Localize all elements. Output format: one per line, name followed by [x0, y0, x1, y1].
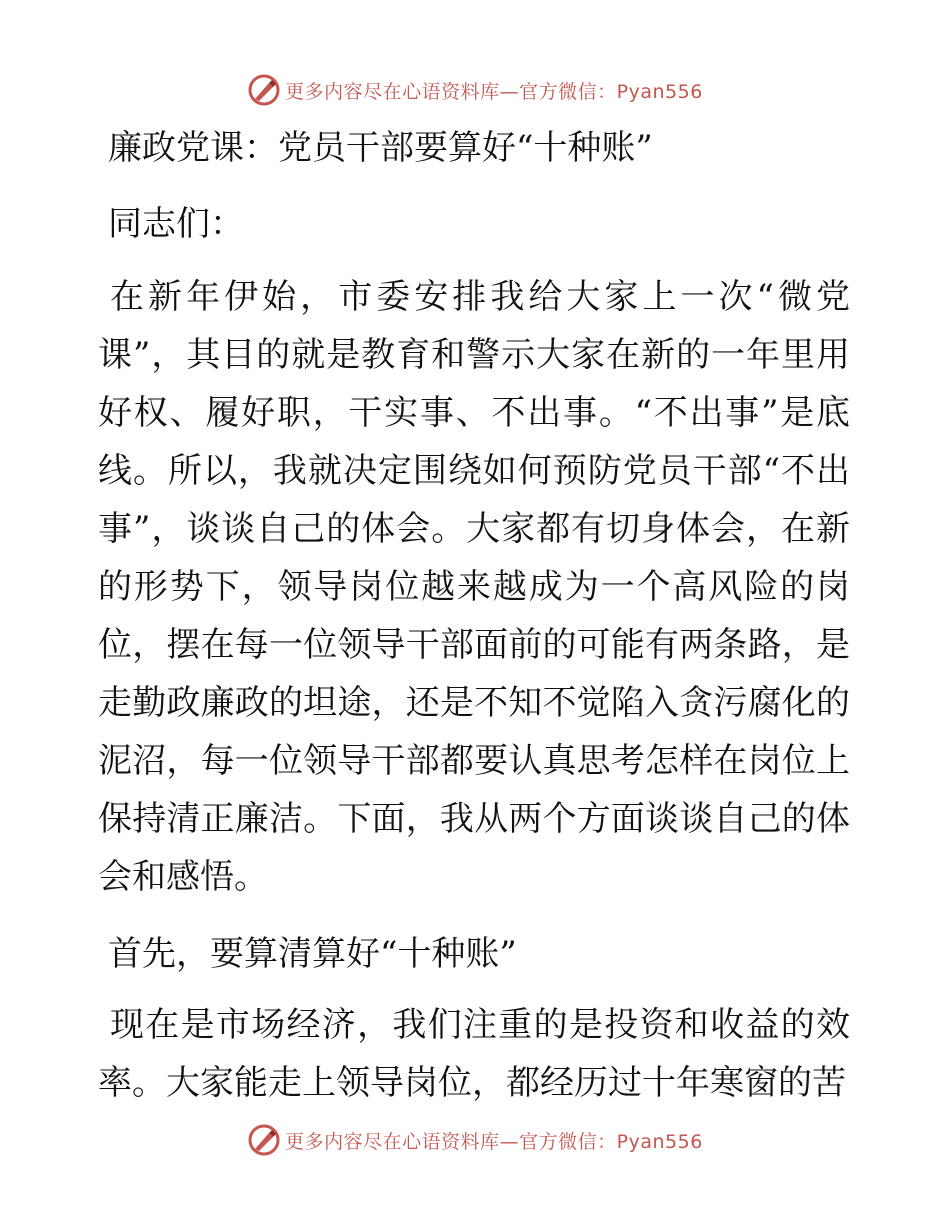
watermark-text: 更多内容尽在心语资料库—官方微信：Pyan556 — [285, 80, 703, 103]
salutation: 同志们： — [108, 204, 244, 244]
body-paragraph-2: 现在是市场经济，我们注重的是投资和收益的效率。大家能走上领导岗位，都经历过十年寒窗的苦 — [98, 1005, 850, 1103]
watermark-text: 更多内容尽在心语资料库—官方微信：Pyan556 — [285, 1130, 703, 1153]
section-heading: 首先，要算清算好“十种账” — [108, 934, 517, 974]
body-paragraph-1: 在新年伊始，市委安排我给大家上一次“微党课”，其目的就是教育和警示大家在新的一年里用好权、履好职，干实事、不出事。“不出事”是底线。所以，我就决定围绕如何预防党员干部“不出事”，谈谈自己的体会。大家都有切身体会，在新的形势下，领导岗位越来越成为一个高风险的岗位，摆在每一位领导干部面前的可能有两条路，是走勤政廉政的坦途，还是不知不觉陷入贪污腐化的泥沼，每一位领导干部都要认真思考怎样在岗位上保持清正廉洁。下面，我从两个方面谈谈自己的体会和感悟。 — [98, 277, 850, 897]
page-title: 廉政党课：党员干部要算好“十种账” — [108, 128, 653, 168]
footer-watermark — [0, 1120, 950, 1160]
pen-logo-icon — [247, 1123, 281, 1157]
header-watermark — [0, 70, 950, 110]
pen-logo-icon — [247, 73, 281, 107]
